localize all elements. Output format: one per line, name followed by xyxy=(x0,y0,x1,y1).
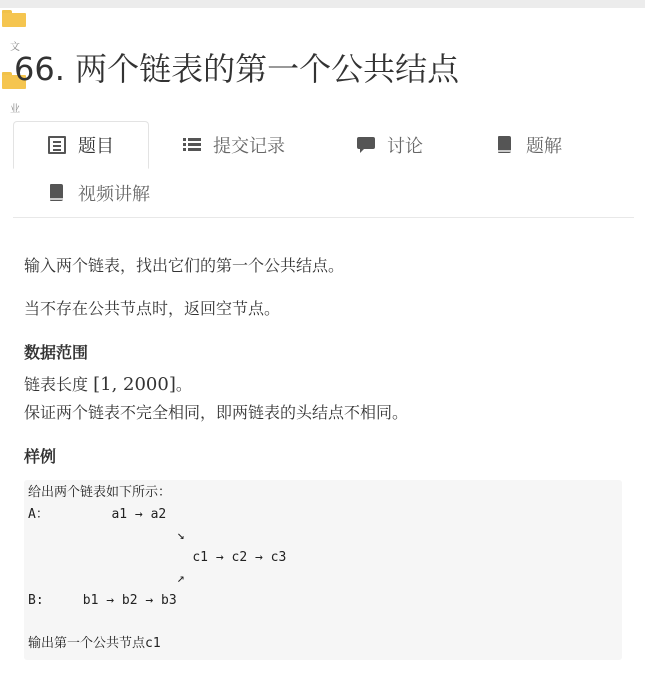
page-title: 66. 两个链表的第一个公共结点 xyxy=(14,50,460,88)
tab-label: 题目 xyxy=(78,136,114,157)
section-heading: 样例 xyxy=(24,447,57,466)
comment-icon xyxy=(357,136,375,154)
book-icon xyxy=(48,184,66,202)
sample-code-block xyxy=(24,480,622,660)
sample-code: 给出两个链表如下所示： A： a1 → a2 ↘ c1 → c2 → c3 ↗ B: b1 → b2 → b3 输出第一个公共节点c1 xyxy=(28,485,287,652)
section-heading: 数据范围 xyxy=(24,343,89,362)
range-suffix: 。 xyxy=(175,375,192,394)
tab-bar xyxy=(13,121,634,218)
tab-solutions[interactable] xyxy=(496,121,562,169)
tab-label: 题解 xyxy=(526,136,562,157)
description-text: 保证两个链表不完全相同，即两链表的头结点不相同。 xyxy=(24,403,409,422)
desktop-icon-label: 文 xyxy=(10,42,20,53)
desktop-icon-label: 业 xyxy=(10,104,20,115)
range-math: [1, 2000] xyxy=(93,374,176,395)
tab-problem[interactable] xyxy=(13,121,149,169)
tab-submissions[interactable] xyxy=(183,121,285,169)
list-icon xyxy=(183,136,201,154)
range-prefix: 链表长度 xyxy=(24,375,94,394)
tab-discussion[interactable] xyxy=(357,121,423,169)
top-strip xyxy=(0,0,645,8)
folder-icon[interactable] xyxy=(2,10,26,27)
tab-label: 讨论 xyxy=(387,136,423,157)
tab-label: 视频讲解 xyxy=(78,184,150,205)
description-text: 输入两个链表，找出它们的第一个公共结点。 xyxy=(24,256,345,275)
description-text: 当不存在公共节点时，返回空节点。 xyxy=(24,299,281,318)
book-icon xyxy=(496,136,514,154)
tab-label: 提交记录 xyxy=(213,136,285,157)
problem-icon xyxy=(48,136,66,154)
tab-video[interactable] xyxy=(48,169,150,217)
range-line xyxy=(24,372,192,395)
